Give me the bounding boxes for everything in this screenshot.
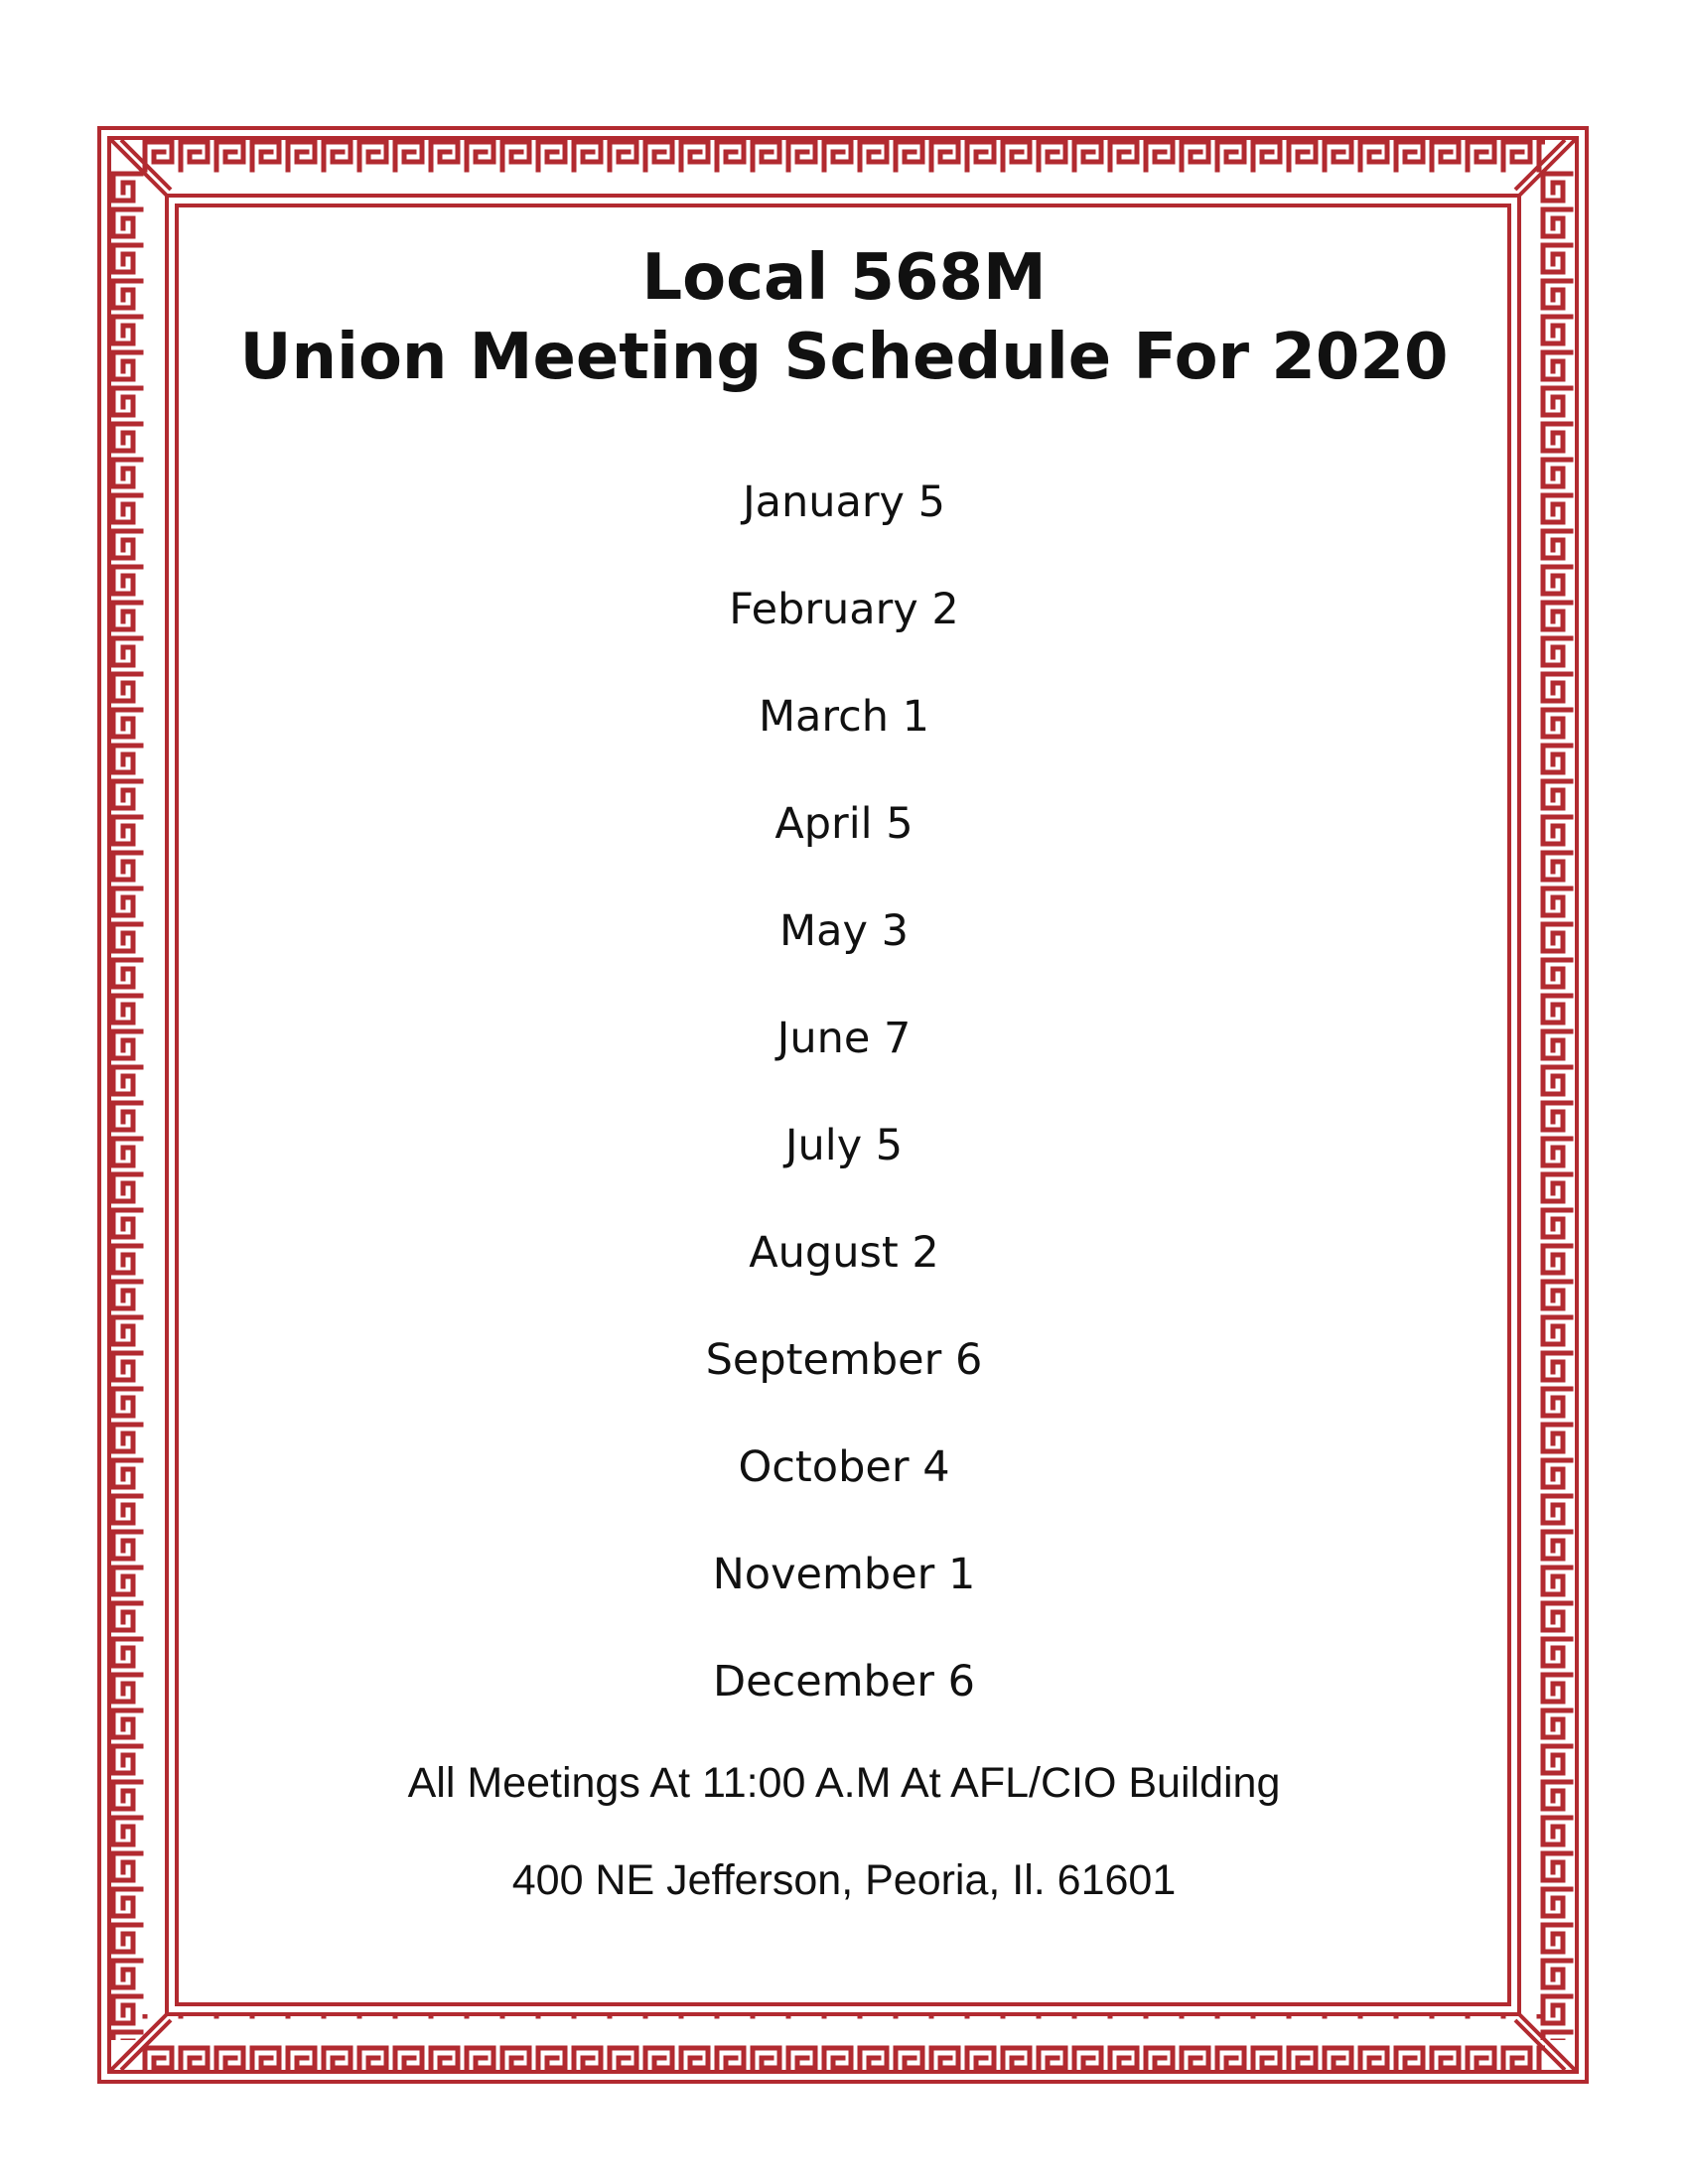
meeting-time-location: All Meetings At 11:00 A.M At AFL/CIO Building [407, 1759, 1281, 1807]
schedule-content [154, 238, 1534, 1966]
meeting-date-may: May 3 [779, 906, 909, 956]
meeting-date-august: August 2 [749, 1228, 939, 1278]
meeting-date-january: January 5 [742, 478, 946, 527]
title-schedule: Union Meeting Schedule For 2020 [239, 321, 1449, 394]
meeting-date-october: October 4 [738, 1442, 950, 1492]
meeting-date-february: February 2 [729, 585, 959, 634]
title-local: Local 568M [641, 241, 1047, 315]
meeting-address: 400 NE Jefferson, Peoria, Il. 61601 [511, 1856, 1177, 1904]
meeting-date-september: September 6 [705, 1335, 983, 1385]
meeting-dates-list [154, 449, 1534, 1735]
meeting-date-november: November 1 [712, 1550, 976, 1599]
meeting-date-march: March 1 [758, 692, 930, 742]
meeting-date-june: June 7 [776, 1014, 912, 1063]
meeting-date-july: July 5 [784, 1121, 904, 1170]
meeting-date-december: December 6 [712, 1657, 975, 1706]
meeting-date-april: April 5 [774, 799, 914, 849]
